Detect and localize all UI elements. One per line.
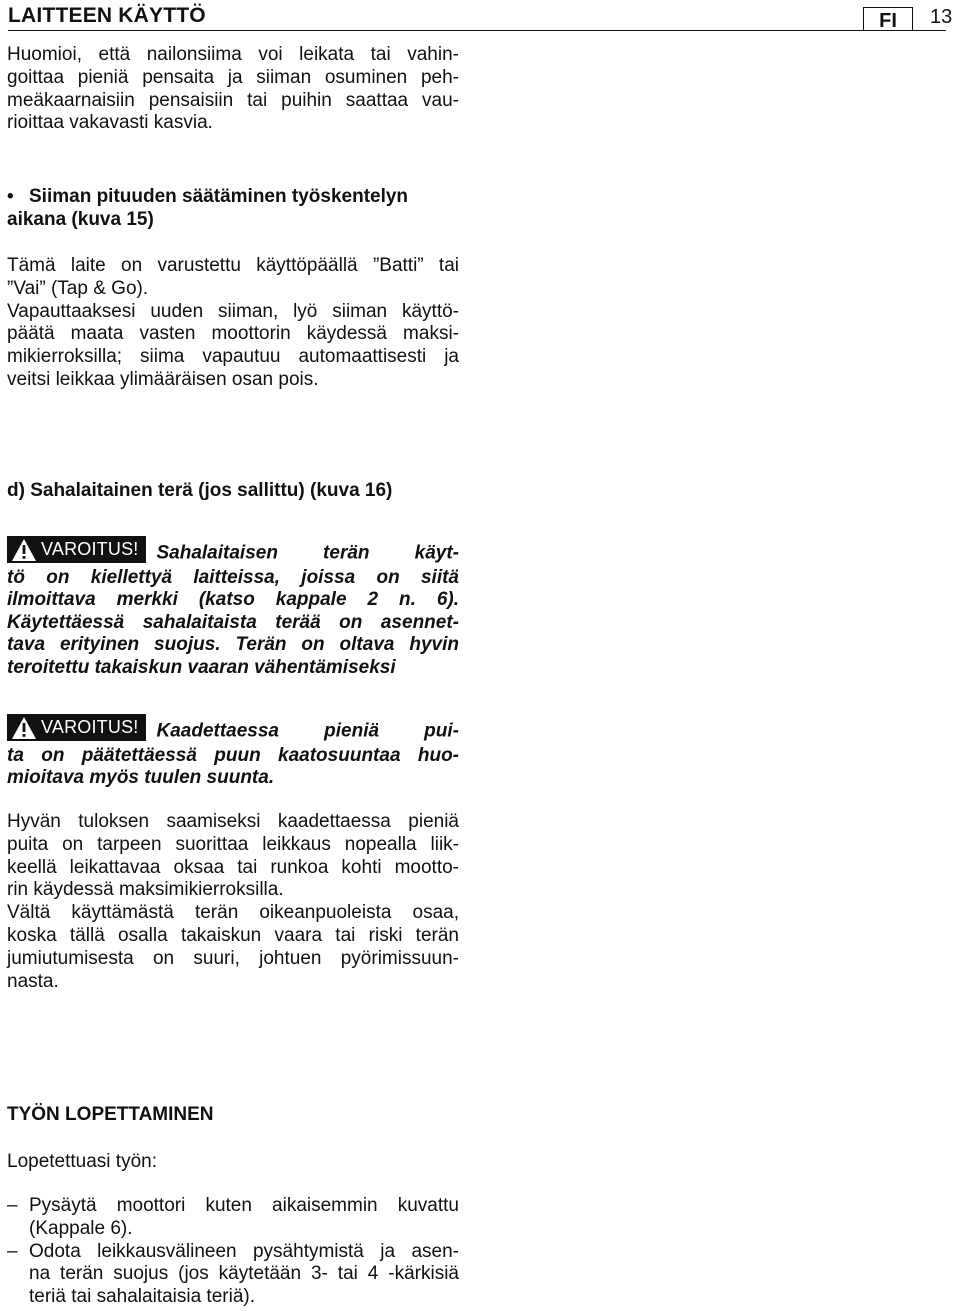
list-item: [7, 1241, 459, 1309]
body-line: Lopetettuasi työn:: [7, 1151, 157, 1172]
body-line: Vältä käyttämästä terän oikeanpuoleista osaa,: [7, 902, 459, 924]
felling-paragraph: [7, 811, 459, 993]
bullet-icon: •: [7, 186, 14, 207]
intro-line: rioittaa vakavasti kasvia.: [7, 112, 213, 134]
warning-line: tö on kiellettyä laitteissa, joissa on siitä: [7, 566, 459, 588]
intro-line: meäkaarnaisiin pensaisiin tai puihin saattaa vau-: [7, 89, 459, 111]
warning-line: mioitava myös tuulen suunta.: [7, 767, 275, 788]
body-line: Tämä laite on varustettu käyttöpäällä ”Batti” tai: [7, 255, 459, 276]
dash-bullet: –: [7, 1240, 18, 1262]
list-line: (Kappale 6).: [29, 1217, 133, 1239]
body-line: nasta.: [7, 970, 59, 992]
warning-label: VAROITUS!: [41, 539, 139, 559]
list-item: [7, 1195, 459, 1241]
body-line: päätä maata vasten moottorin käydessä maksi-: [7, 323, 459, 345]
blade-section-heading: [7, 480, 459, 503]
body-line: keellä leikattavaa oksaa tai runkoa kohti mootto-: [7, 856, 459, 878]
warning-label: VAROITUS!: [41, 717, 139, 737]
intro-paragraph: [7, 44, 459, 135]
heading-line: d) Sahalaitainen terä (jos sallittu) (kuva 16): [7, 480, 393, 501]
heading-line: TYÖN LOPETTAMINEN: [7, 1104, 214, 1125]
stop-section-heading: [7, 1104, 459, 1127]
header-rule: [8, 30, 946, 31]
stop-section-intro: [7, 1151, 459, 1174]
warning-first-line: [7, 536, 459, 567]
warning-triangle-icon: [7, 536, 41, 563]
body-line: ”Vai” (Tap & Go).: [7, 277, 149, 299]
body-line: Hyvän tuloksen saamiseksi kaadettaessa pieniä: [7, 811, 459, 832]
body-line: puita on tarpeen suorittaa leikkaus nopealla liik-: [7, 833, 459, 855]
warning-line: ilmoittava merkki (katso kappale 2 n. 6).: [7, 589, 459, 610]
warning-line: ta on päätettäessä puun kaatosuuntaa huo-: [7, 744, 459, 766]
dash-bullet: –: [7, 1195, 18, 1216]
warning-badge: [7, 714, 146, 741]
heading-line: Siiman pituuden säätäminen työskentelyn: [29, 186, 409, 207]
stop-list: [7, 1195, 459, 1309]
body-line: veitsi leikkaa ylimääräisen osan pois.: [7, 368, 319, 390]
body-line: jumiutumisesta on suuri, johtuen pyörimissuun-: [7, 947, 459, 969]
body-line: koska tällä osalla takaiskun vaara tai riski terän: [7, 924, 459, 946]
warning-block-1: [7, 536, 459, 679]
warning-block-2: [7, 714, 459, 790]
intro-line: goittaa pieniä pensaita ja siiman osuminen peh-: [7, 66, 459, 88]
warning-badge: [7, 536, 146, 563]
page-number: 13: [930, 6, 953, 28]
body-line: Vapauttaaksesi uuden siiman, lyö siiman käyttö-: [7, 300, 459, 322]
line-section-heading: [7, 186, 459, 232]
warning-first-line: [7, 714, 459, 745]
body-line: mikierroksilla; siima vapautuu automaattisesti ja: [7, 346, 459, 368]
warning-line: Sahalaitaisen terän käyt-: [156, 542, 459, 564]
warning-line: Kaadettaessa pieniä pui-: [156, 720, 459, 742]
warning-line: tava erityinen suojus. Terän on oltava hyvin: [7, 634, 459, 655]
line-section-body: [7, 255, 459, 392]
warning-triangle-icon: [7, 714, 41, 741]
language-badge: FI: [863, 7, 913, 31]
list-line: teriä tai sahalaitaisia teriä).: [29, 1286, 255, 1308]
heading-line: aikana (kuva 15): [7, 208, 154, 230]
intro-line: Huomioi, että nailonsiima voi leikata tai vahin-: [7, 44, 459, 65]
body-line: rin käydessä maksimikierroksilla.: [7, 879, 284, 901]
warning-line: Käytettäessä sahalaitaista terää on asennet-: [7, 611, 459, 633]
list-line: na terän suojus (jos käytetään 3- tai 4 -kärkisiä: [29, 1263, 459, 1285]
warning-line: teroitettu takaiskun vaaran vähentämiseksi: [7, 656, 396, 678]
list-line: Odota leikkausvälineen pysähtymistä ja asen-: [29, 1240, 459, 1262]
page-header-title: LAITTEEN KÄYTTÖ: [8, 4, 206, 27]
list-line: Pysäytä moottori kuten aikaisemmin kuvattu: [29, 1195, 459, 1216]
